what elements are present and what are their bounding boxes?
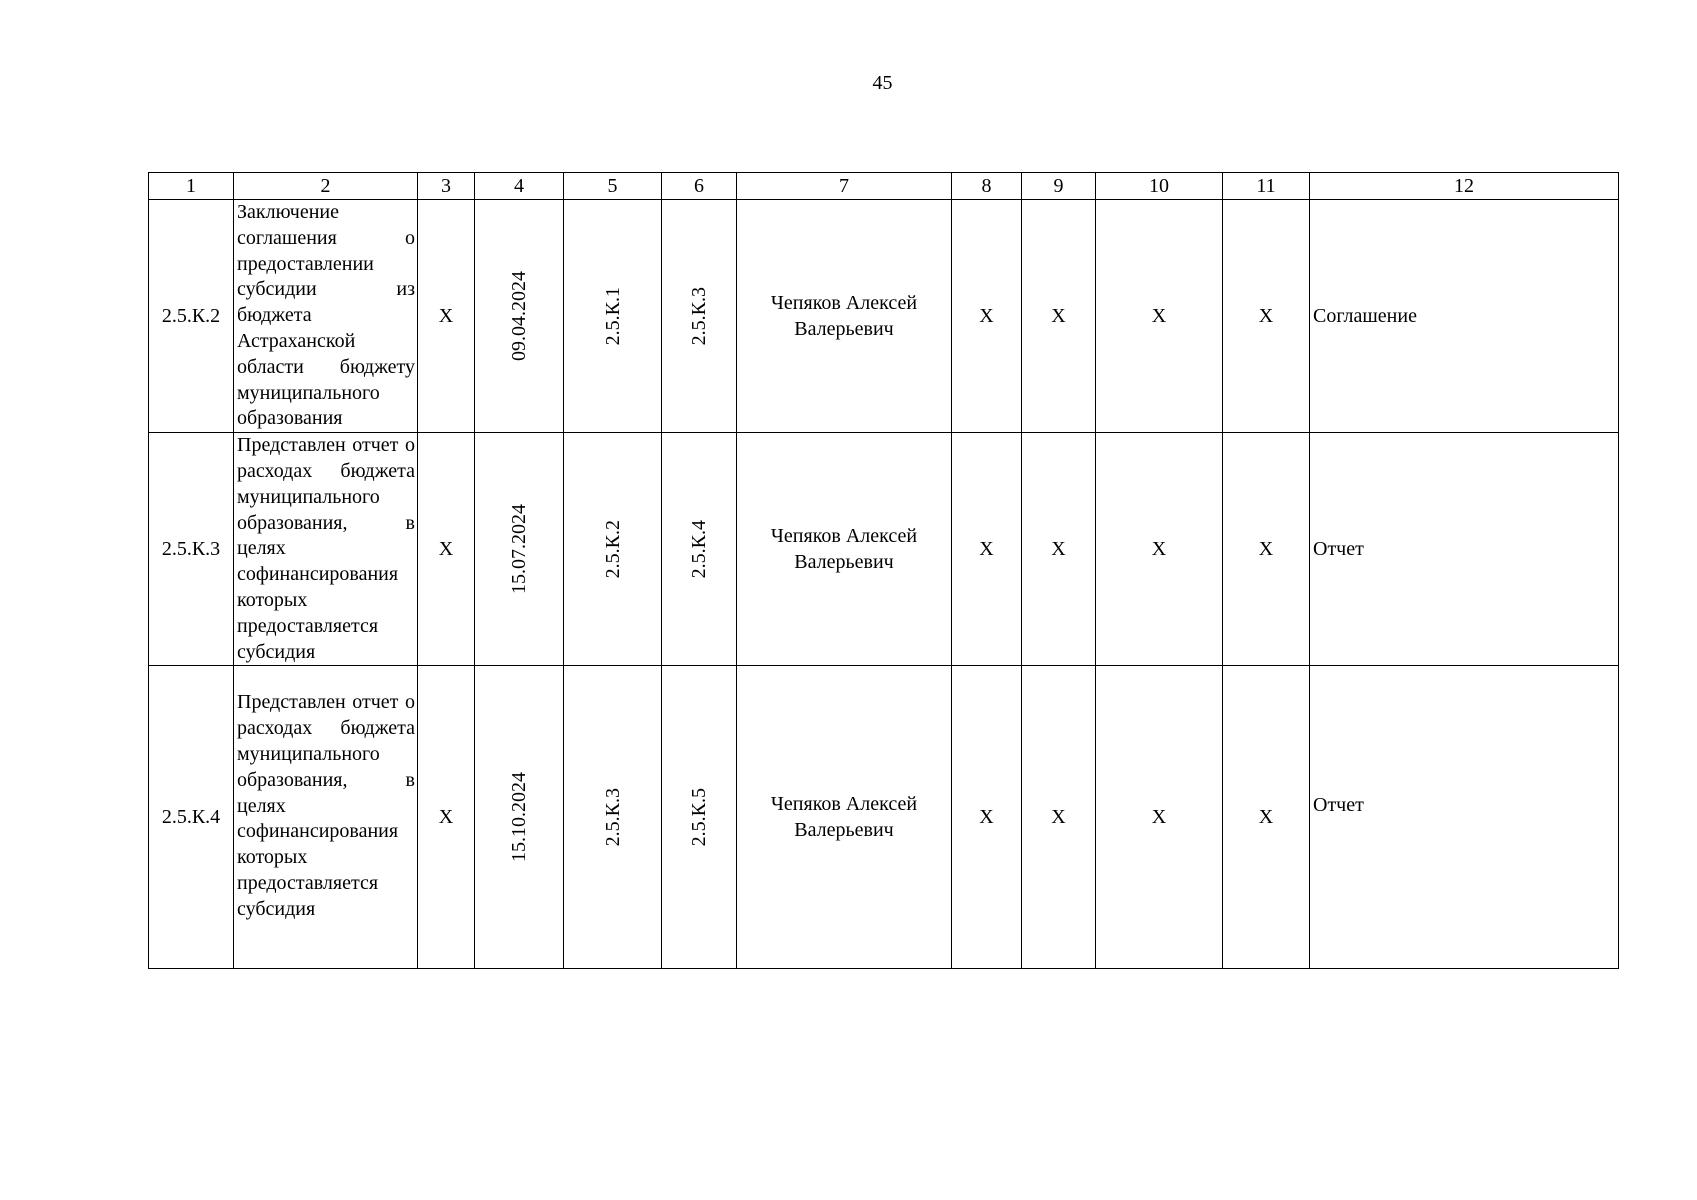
header-cell-6: 6 (662, 173, 737, 200)
header-cell-10: 10 (1096, 173, 1223, 200)
row-col8-mark: X (952, 433, 1022, 666)
row-predecessor-cell (564, 200, 662, 433)
table-header (149, 173, 1619, 200)
row-col9-mark: X (1022, 433, 1096, 666)
row-predecessor-cell (564, 433, 662, 666)
table-row (149, 666, 1619, 969)
header-cell-4: 4 (475, 173, 564, 200)
row-successor-cell (662, 666, 737, 969)
row-code: 2.5.К.3 (149, 433, 234, 666)
row-col10-mark: X (1096, 666, 1223, 969)
header-cell-8: 8 (952, 173, 1022, 200)
header-cell-1: 1 (149, 173, 234, 200)
row-responsible: Чепяков Алексей Валерьевич (737, 433, 952, 666)
row-col10-mark: X (1096, 200, 1223, 433)
row-predecessor-cell (564, 666, 662, 969)
row-col11-mark: X (1223, 200, 1310, 433)
row-code: 2.5.К.2 (149, 200, 234, 433)
row-col9-mark: X (1022, 666, 1096, 969)
table-row (149, 200, 1619, 433)
row-description: Представлен отчет о расходах бюджета муниципального образования, в целях софинансирования которых предоставляется субсидия (234, 433, 418, 666)
row-responsible: Чепяков Алексей Валерьевич (737, 666, 952, 969)
header-cell-12: 12 (1310, 173, 1619, 200)
header-cell-5: 5 (564, 173, 662, 200)
header-cell-7: 7 (737, 173, 952, 200)
row-responsible: Чепяков Алексей Валерьевич (737, 200, 952, 433)
row-col3-mark: X (418, 433, 475, 666)
row-predecessor: 2.5.К.3 (601, 788, 624, 847)
row-successor-cell (662, 200, 737, 433)
control-points-table (148, 172, 1619, 969)
header-cell-9: 9 (1022, 173, 1096, 200)
header-cell-11: 11 (1223, 173, 1310, 200)
row-description: Представлен отчет о расходах бюджета муниципального образования, в целях софинансирования которых предоставляется субсидия (234, 666, 418, 969)
row-predecessor: 2.5.К.2 (601, 520, 624, 579)
row-col3-mark: X (418, 666, 475, 969)
row-col8-mark: X (952, 200, 1022, 433)
row-predecessor: 2.5.К.1 (601, 286, 624, 346)
row-successor: 2.5.К.4 (688, 520, 710, 579)
header-cell-3: 3 (418, 173, 475, 200)
header-row (149, 173, 1619, 200)
row-result: Отчет (1310, 666, 1619, 969)
page-number: 45 (872, 72, 893, 94)
row-date: 15.07.2024 (508, 504, 530, 595)
row-successor: 2.5.К.5 (688, 788, 710, 847)
row-code: 2.5.К.4 (149, 666, 234, 969)
row-col10-mark: X (1096, 433, 1223, 666)
row-date-cell (475, 200, 564, 433)
row-result: Отчет (1310, 433, 1619, 666)
row-col9-mark: X (1022, 200, 1096, 433)
table-row (149, 433, 1619, 666)
row-col11-mark: X (1223, 433, 1310, 666)
row-col8-mark: X (952, 666, 1022, 969)
header-cell-2: 2 (234, 173, 418, 200)
row-successor: 2.5.К.3 (688, 286, 710, 346)
row-result: Соглашение (1310, 200, 1619, 433)
row-date: 09.04.2024 (508, 271, 530, 362)
row-successor-cell (662, 433, 737, 666)
row-date-cell (475, 433, 564, 666)
row-col3-mark: X (418, 200, 475, 433)
row-date: 15.10.2024 (508, 772, 530, 863)
row-date-cell (475, 666, 564, 969)
row-description: Заключение соглашения о предоставлении субсидии из бюджета Астраханской области бюджету муниципального образования (234, 200, 418, 433)
row-col11-mark: X (1223, 666, 1310, 969)
